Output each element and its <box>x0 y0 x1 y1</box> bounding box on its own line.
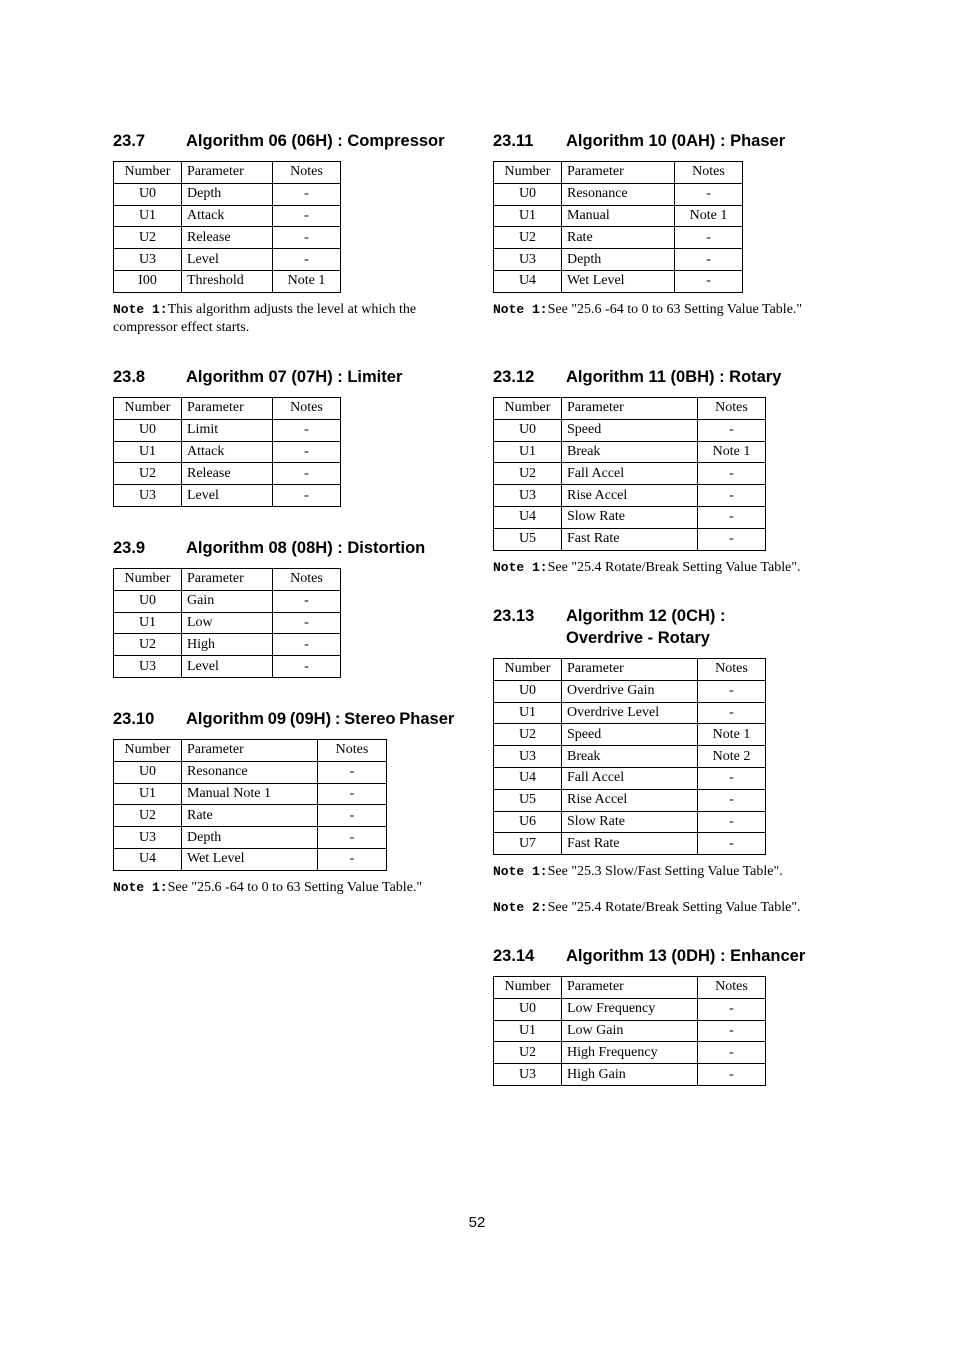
param-name: Manual <box>562 205 675 227</box>
param-number: U3 <box>114 656 182 678</box>
section-title: Algorithm 06 (06H) : Compressor <box>186 132 445 150</box>
param-notes: Note 1 <box>675 205 743 227</box>
table-row <box>114 419 341 441</box>
note <box>113 301 433 337</box>
section-number: 23.7 <box>113 132 146 150</box>
param-notes: - <box>698 1042 766 1064</box>
column-header: Notes <box>698 398 766 420</box>
param-notes: - <box>698 702 766 724</box>
table-row <box>494 485 766 507</box>
param-number: U0 <box>114 590 182 612</box>
parameter-table <box>113 739 387 871</box>
table-row <box>114 205 341 227</box>
param-name: Level <box>182 485 273 507</box>
param-number: I00 <box>114 270 182 292</box>
column-header: Parameter <box>562 162 675 184</box>
note-text: This algorithm adjusts the level at which the compressor effect starts. <box>113 301 417 335</box>
param-notes: - <box>318 848 387 870</box>
table-row <box>494 205 743 227</box>
param-name: High <box>182 634 273 656</box>
param-number: U2 <box>114 805 182 827</box>
param-number: U1 <box>494 702 562 724</box>
param-name: Fast Rate <box>562 833 698 855</box>
column-header: Number <box>114 398 182 420</box>
section-title: Algorithm 12 (0CH) : Overdrive - Rotary <box>566 607 726 647</box>
param-number: U0 <box>494 680 562 702</box>
table-row <box>494 506 766 528</box>
table-row <box>494 419 766 441</box>
note <box>493 301 833 319</box>
table-row <box>114 227 341 249</box>
param-notes: - <box>273 634 341 656</box>
parameter-table <box>493 397 766 551</box>
param-number: U1 <box>494 1020 562 1042</box>
param-name: Break <box>562 441 698 463</box>
param-number: U3 <box>114 827 182 849</box>
table-row <box>114 463 341 485</box>
param-number: U3 <box>494 485 562 507</box>
section-title: Algorithm 09 (09H) : Stereo Phaser <box>186 710 455 728</box>
param-notes: - <box>675 249 743 271</box>
section-number: 23.11 <box>493 132 534 150</box>
table-row <box>494 767 766 789</box>
column-header: Parameter <box>182 569 273 591</box>
note-label: Note 1: <box>113 879 168 895</box>
column-header: Notes <box>698 977 766 999</box>
param-number: U0 <box>494 998 562 1020</box>
column-header: Notes <box>675 162 743 184</box>
param-notes: - <box>698 419 766 441</box>
param-number: U5 <box>494 789 562 811</box>
param-number: U0 <box>494 183 562 205</box>
note-text: See "25.6 -64 to 0 to 63 Setting Value Table." <box>167 879 423 895</box>
table-row <box>114 441 341 463</box>
param-notes: - <box>698 528 766 550</box>
param-notes: - <box>675 270 743 292</box>
param-notes: - <box>698 463 766 485</box>
section-number: 23.14 <box>493 947 535 965</box>
note <box>493 863 833 881</box>
param-name: Slow Rate <box>562 811 698 833</box>
table-header-row <box>494 162 743 184</box>
param-notes: Note 2 <box>698 746 766 768</box>
note-label: Note 1: <box>493 559 548 575</box>
param-name: Fall Accel <box>562 767 698 789</box>
table-row <box>494 724 766 746</box>
param-name: Slow Rate <box>562 506 698 528</box>
table-row <box>494 746 766 768</box>
param-number: U2 <box>494 227 562 249</box>
table-row <box>494 1064 766 1086</box>
param-number: U6 <box>494 811 562 833</box>
column-header: Number <box>494 162 562 184</box>
param-number: U2 <box>494 724 562 746</box>
param-name: Level <box>182 249 273 271</box>
section <box>493 945 805 1086</box>
section-title: Algorithm 13 (0DH) : Enhancer <box>566 947 806 965</box>
section-heading <box>113 708 454 730</box>
param-number: U1 <box>114 612 182 634</box>
param-notes: - <box>273 463 341 485</box>
section-heading <box>113 366 402 388</box>
param-notes: Note 1 <box>698 724 766 746</box>
param-number: U2 <box>494 1042 562 1064</box>
table-row <box>494 789 766 811</box>
param-number: U1 <box>114 783 182 805</box>
note-text: See "25.4 Rotate/Break Setting Value Table". <box>547 900 801 916</box>
section <box>493 130 833 319</box>
section-number: 23.12 <box>493 368 535 386</box>
column-header: Parameter <box>562 977 698 999</box>
param-number: U5 <box>494 528 562 550</box>
param-notes: - <box>675 183 743 205</box>
param-notes: - <box>675 227 743 249</box>
param-notes: - <box>698 998 766 1020</box>
section-heading <box>493 130 833 152</box>
param-name: Overdrive Gain <box>562 680 698 702</box>
note-text: See "25.4 Rotate/Break Setting Value Table". <box>547 559 801 575</box>
param-notes: - <box>273 590 341 612</box>
param-name: High Gain <box>562 1064 698 1086</box>
table-row <box>114 827 387 849</box>
param-number: U2 <box>114 634 182 656</box>
parameter-table <box>493 976 766 1086</box>
param-number: U2 <box>114 463 182 485</box>
param-number: U3 <box>494 1064 562 1086</box>
note-label: Note 1: <box>493 301 548 317</box>
section-heading <box>113 537 425 559</box>
table-row <box>494 528 766 550</box>
param-name: Wet Level <box>562 270 675 292</box>
param-name: Fast Rate <box>562 528 698 550</box>
table-header-row <box>494 977 766 999</box>
table-row <box>494 183 743 205</box>
param-name: Low <box>182 612 273 634</box>
param-notes: - <box>698 506 766 528</box>
param-notes: - <box>698 1064 766 1086</box>
note-label: Note 1: <box>493 864 548 880</box>
param-notes: - <box>273 205 341 227</box>
table-row <box>494 1042 766 1064</box>
table-row <box>114 656 341 678</box>
param-name: Rise Accel <box>562 789 698 811</box>
param-number: U1 <box>114 205 182 227</box>
param-name: Level <box>182 656 273 678</box>
param-name: High Frequency <box>562 1042 698 1064</box>
param-name: Speed <box>562 419 698 441</box>
column-header: Parameter <box>182 398 273 420</box>
param-name: Release <box>182 227 273 249</box>
param-number: U1 <box>114 441 182 463</box>
param-notes: - <box>698 833 766 855</box>
param-name: Break <box>562 746 698 768</box>
param-name: Fall Accel <box>562 463 698 485</box>
table-row <box>114 761 387 783</box>
table-row <box>494 998 766 1020</box>
column-header: Notes <box>273 569 341 591</box>
param-name: Rate <box>562 227 675 249</box>
table-header-row <box>114 398 341 420</box>
table-row <box>494 227 743 249</box>
param-name: Resonance <box>562 183 675 205</box>
param-number: U1 <box>494 205 562 227</box>
section <box>493 366 833 577</box>
param-number: U3 <box>494 746 562 768</box>
section <box>113 708 454 897</box>
param-notes: - <box>273 441 341 463</box>
note-label: Note 2: <box>493 900 548 916</box>
table-row <box>494 249 743 271</box>
table-row <box>114 634 341 656</box>
column-header: Number <box>494 977 562 999</box>
section-title: Algorithm 07 (07H) : Limiter <box>186 368 403 386</box>
table-row <box>494 702 766 724</box>
param-name: Overdrive Level <box>562 702 698 724</box>
param-notes: - <box>698 680 766 702</box>
param-number: U0 <box>114 183 182 205</box>
param-number: U4 <box>494 767 562 789</box>
column-header: Notes <box>273 162 341 184</box>
param-notes: - <box>273 656 341 678</box>
param-name: Limit <box>182 419 273 441</box>
section-heading <box>493 366 833 388</box>
param-notes: - <box>273 485 341 507</box>
table-row <box>114 270 341 292</box>
section-number: 23.10 <box>113 710 155 728</box>
table-header-row <box>494 398 766 420</box>
table-header-row <box>114 740 387 762</box>
table-row <box>114 183 341 205</box>
param-name: Depth <box>182 827 318 849</box>
section <box>113 130 445 337</box>
param-notes: - <box>318 827 387 849</box>
param-notes: - <box>698 485 766 507</box>
parameter-table <box>113 568 341 678</box>
section-title: Algorithm 10 (0AH) : Phaser <box>566 132 786 150</box>
param-notes: - <box>698 789 766 811</box>
parameter-table <box>113 161 341 293</box>
section <box>113 366 402 507</box>
param-name: Gain <box>182 590 273 612</box>
column-header: Number <box>114 162 182 184</box>
table-row <box>494 441 766 463</box>
section <box>493 605 833 917</box>
parameter-table <box>493 161 743 293</box>
param-number: U3 <box>494 249 562 271</box>
param-name: Attack <box>182 205 273 227</box>
param-notes: - <box>698 1020 766 1042</box>
column-header: Notes <box>273 398 341 420</box>
param-name: Low Gain <box>562 1020 698 1042</box>
section-number: 23.8 <box>113 368 146 386</box>
column-header: Notes <box>698 659 766 681</box>
section-number: 23.9 <box>113 539 146 557</box>
param-name: Depth <box>182 183 273 205</box>
table-header-row <box>114 162 341 184</box>
note <box>493 559 833 577</box>
column-header: Number <box>114 740 182 762</box>
parameter-table <box>113 397 341 507</box>
param-notes: - <box>698 767 766 789</box>
table-row <box>114 249 341 271</box>
param-number: U1 <box>494 441 562 463</box>
param-notes: - <box>318 805 387 827</box>
param-notes: - <box>273 183 341 205</box>
table-row <box>494 270 743 292</box>
param-notes: - <box>273 227 341 249</box>
param-name: Rise Accel <box>562 485 698 507</box>
column-header: Parameter <box>562 659 698 681</box>
note-label: Note 1: <box>113 301 168 317</box>
param-name: Rate <box>182 805 318 827</box>
note-text: See "25.6 -64 to 0 to 63 Setting Value Table." <box>547 301 803 317</box>
table-header-row <box>494 659 766 681</box>
note <box>493 899 833 917</box>
param-notes: - <box>273 419 341 441</box>
param-number: U4 <box>114 848 182 870</box>
param-notes: - <box>273 612 341 634</box>
param-number: U4 <box>494 270 562 292</box>
param-number: U2 <box>114 227 182 249</box>
table-row <box>114 783 387 805</box>
param-name: Attack <box>182 441 273 463</box>
table-row <box>114 485 341 507</box>
note-text: See "25.3 Slow/Fast Setting Value Table". <box>547 864 783 880</box>
param-notes: Note 1 <box>273 270 341 292</box>
param-name: Low Frequency <box>562 998 698 1020</box>
param-notes: Note 1 <box>698 441 766 463</box>
table-row <box>494 463 766 485</box>
param-name: Manual Note 1 <box>182 783 318 805</box>
param-number: U0 <box>494 419 562 441</box>
column-header: Parameter <box>562 398 698 420</box>
param-number: U3 <box>114 249 182 271</box>
section-title: Algorithm 11 (0BH) : Rotary <box>566 368 782 386</box>
param-name: Release <box>182 463 273 485</box>
table-row <box>494 811 766 833</box>
section-title: Algorithm 08 (08H) : Distortion <box>186 539 426 557</box>
table-row <box>114 612 341 634</box>
column-header: Number <box>494 398 562 420</box>
param-number: U3 <box>114 485 182 507</box>
column-header: Number <box>494 659 562 681</box>
table-header-row <box>114 569 341 591</box>
table-row <box>114 590 341 612</box>
param-notes: - <box>318 783 387 805</box>
param-notes: - <box>273 249 341 271</box>
param-number: U4 <box>494 506 562 528</box>
table-row <box>114 848 387 870</box>
section-number: 23.13 <box>493 607 535 625</box>
section-heading <box>493 605 833 649</box>
column-header: Notes <box>318 740 387 762</box>
section <box>113 537 425 678</box>
column-header: Parameter <box>182 162 273 184</box>
param-name: Speed <box>562 724 698 746</box>
param-name: Depth <box>562 249 675 271</box>
column-header: Parameter <box>182 740 318 762</box>
param-name: Wet Level <box>182 848 318 870</box>
note <box>113 879 433 897</box>
column-header: Number <box>114 569 182 591</box>
param-number: U0 <box>114 419 182 441</box>
section-heading <box>113 130 445 152</box>
table-row <box>494 833 766 855</box>
param-name: Resonance <box>182 761 318 783</box>
section-heading <box>493 945 805 967</box>
table-row <box>494 680 766 702</box>
table-row <box>494 1020 766 1042</box>
parameter-table <box>493 658 766 855</box>
param-notes: - <box>698 811 766 833</box>
param-number: U0 <box>114 761 182 783</box>
param-number: U7 <box>494 833 562 855</box>
table-row <box>114 805 387 827</box>
param-name: Threshold <box>182 270 273 292</box>
page-number: 52 <box>468 1214 486 1231</box>
param-notes: - <box>318 761 387 783</box>
param-number: U2 <box>494 463 562 485</box>
